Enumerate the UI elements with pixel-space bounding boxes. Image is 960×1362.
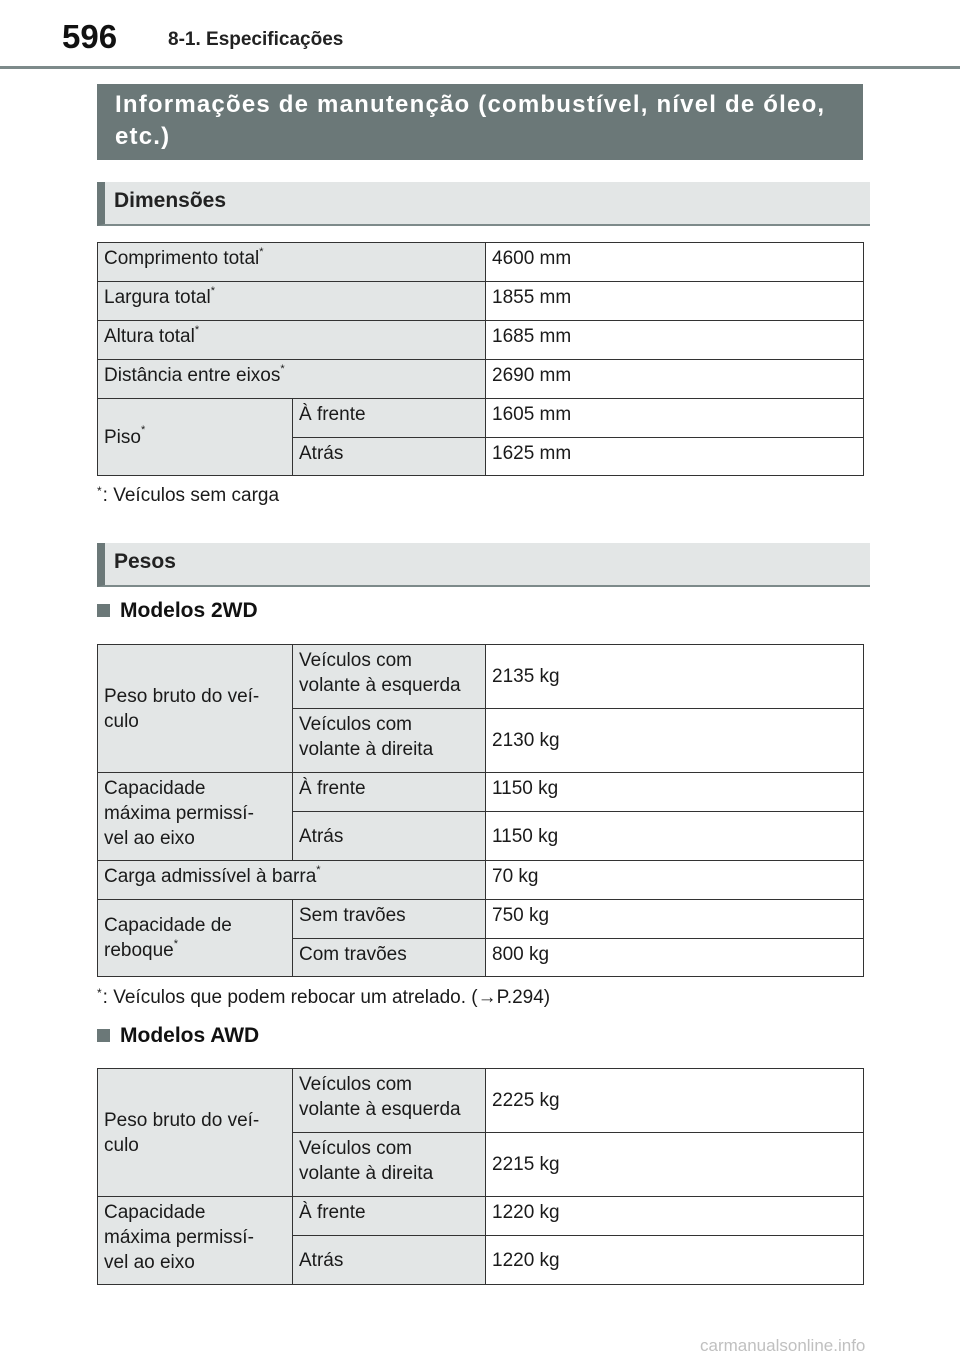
table-row <box>98 243 864 282</box>
subheading-2wd: Modelos 2WD <box>97 599 258 623</box>
tread-front-value: 1605 mm <box>486 399 864 438</box>
axle-rear-value: 1220 kg <box>486 1236 864 1285</box>
table-row <box>98 861 864 900</box>
lhd-label: Veículos com volante à esquerda <box>293 645 486 709</box>
weights-awd-table <box>97 1068 864 1285</box>
dimension-label: Distância entre eixos* <box>98 360 486 399</box>
table-row <box>98 900 864 939</box>
table-row <box>98 1069 864 1133</box>
table-row <box>98 773 864 812</box>
axle-capacity-label: Capacidade máxima permissí- vel ao eixo <box>98 1197 293 1285</box>
dimension-label: Altura total* <box>98 321 486 360</box>
rhd-value: 2215 kg <box>486 1133 864 1197</box>
table-row <box>98 399 864 438</box>
table-row <box>98 360 864 399</box>
dimension-value: 1855 mm <box>486 282 864 321</box>
tow-brake-value: 800 kg <box>486 939 864 977</box>
lhd-value: 2225 kg <box>486 1069 864 1133</box>
page-number: 596 <box>62 18 118 55</box>
page-header <box>0 0 960 69</box>
table-row <box>98 1197 864 1236</box>
axle-front-label: À frente <box>293 773 486 812</box>
tow-nobrake-value: 750 kg <box>486 900 864 939</box>
lhd-label: Veículos com volante à esquerda <box>293 1069 486 1133</box>
bar-load-value: 70 kg <box>486 861 864 900</box>
tread-rear-label: Atrás <box>293 438 486 476</box>
weights-2wd-footnote: *: Veículos que podem rebocar um atrelado. (→P.294) <box>97 986 551 1008</box>
axle-front-value: 1150 kg <box>486 773 864 812</box>
gross-weight-label: Peso bruto do veí- culo <box>98 645 293 773</box>
watermark: carmanualsonline.info <box>700 1336 866 1355</box>
rhd-value: 2130 kg <box>486 709 864 773</box>
bar-load-label: Carga admissível à barra* <box>98 861 486 900</box>
main-title-box <box>97 84 863 160</box>
axle-capacity-label: Capacidade máxima permissí- vel ao eixo <box>98 773 293 861</box>
gross-weight-label: Peso bruto do veí- culo <box>98 1069 293 1197</box>
dimension-value: 2690 mm <box>486 360 864 399</box>
tread-front-label: À frente <box>293 399 486 438</box>
tread-rear-value: 1625 mm <box>486 438 864 476</box>
square-bullet-icon <box>97 1029 110 1042</box>
tread-label: Piso* <box>98 399 293 476</box>
dimensions-footnote: *: Veículos sem carga <box>97 484 280 506</box>
dimension-label: Comprimento total* <box>98 243 486 282</box>
axle-rear-label: Atrás <box>293 1236 486 1285</box>
towing-capacity-label: Capacidade de reboque* <box>98 900 293 977</box>
main-title: Informações de manutenção (combustível, nível de óleo, etc.) <box>115 91 826 150</box>
section-title-dimensions: Dimensões <box>114 189 227 212</box>
weights-2wd-table <box>97 644 864 977</box>
dimension-value: 1685 mm <box>486 321 864 360</box>
tow-nobrake-label: Sem travões <box>293 900 486 939</box>
square-bullet-icon <box>97 604 110 617</box>
section-title-weights: Pesos <box>114 550 176 573</box>
chapter-title: 8-1. Especificações <box>168 29 344 50</box>
tow-brake-label: Com travões <box>293 939 486 977</box>
axle-front-value: 1220 kg <box>486 1197 864 1236</box>
section-header-dimensions <box>97 182 870 226</box>
rhd-label: Veículos com volante à direita <box>293 709 486 773</box>
rhd-label: Veículos com volante à direita <box>293 1133 486 1197</box>
dimension-value: 4600 mm <box>486 243 864 282</box>
axle-rear-value: 1150 kg <box>486 812 864 861</box>
axle-rear-label: Atrás <box>293 812 486 861</box>
section-header-weights <box>97 543 870 587</box>
axle-front-label: À frente <box>293 1197 486 1236</box>
table-row <box>98 321 864 360</box>
table-row <box>98 645 864 709</box>
dimensions-table <box>97 242 864 476</box>
dimension-label: Largura total* <box>98 282 486 321</box>
table-row <box>98 282 864 321</box>
subheading-awd: Modelos AWD <box>97 1024 259 1048</box>
lhd-value: 2135 kg <box>486 645 864 709</box>
